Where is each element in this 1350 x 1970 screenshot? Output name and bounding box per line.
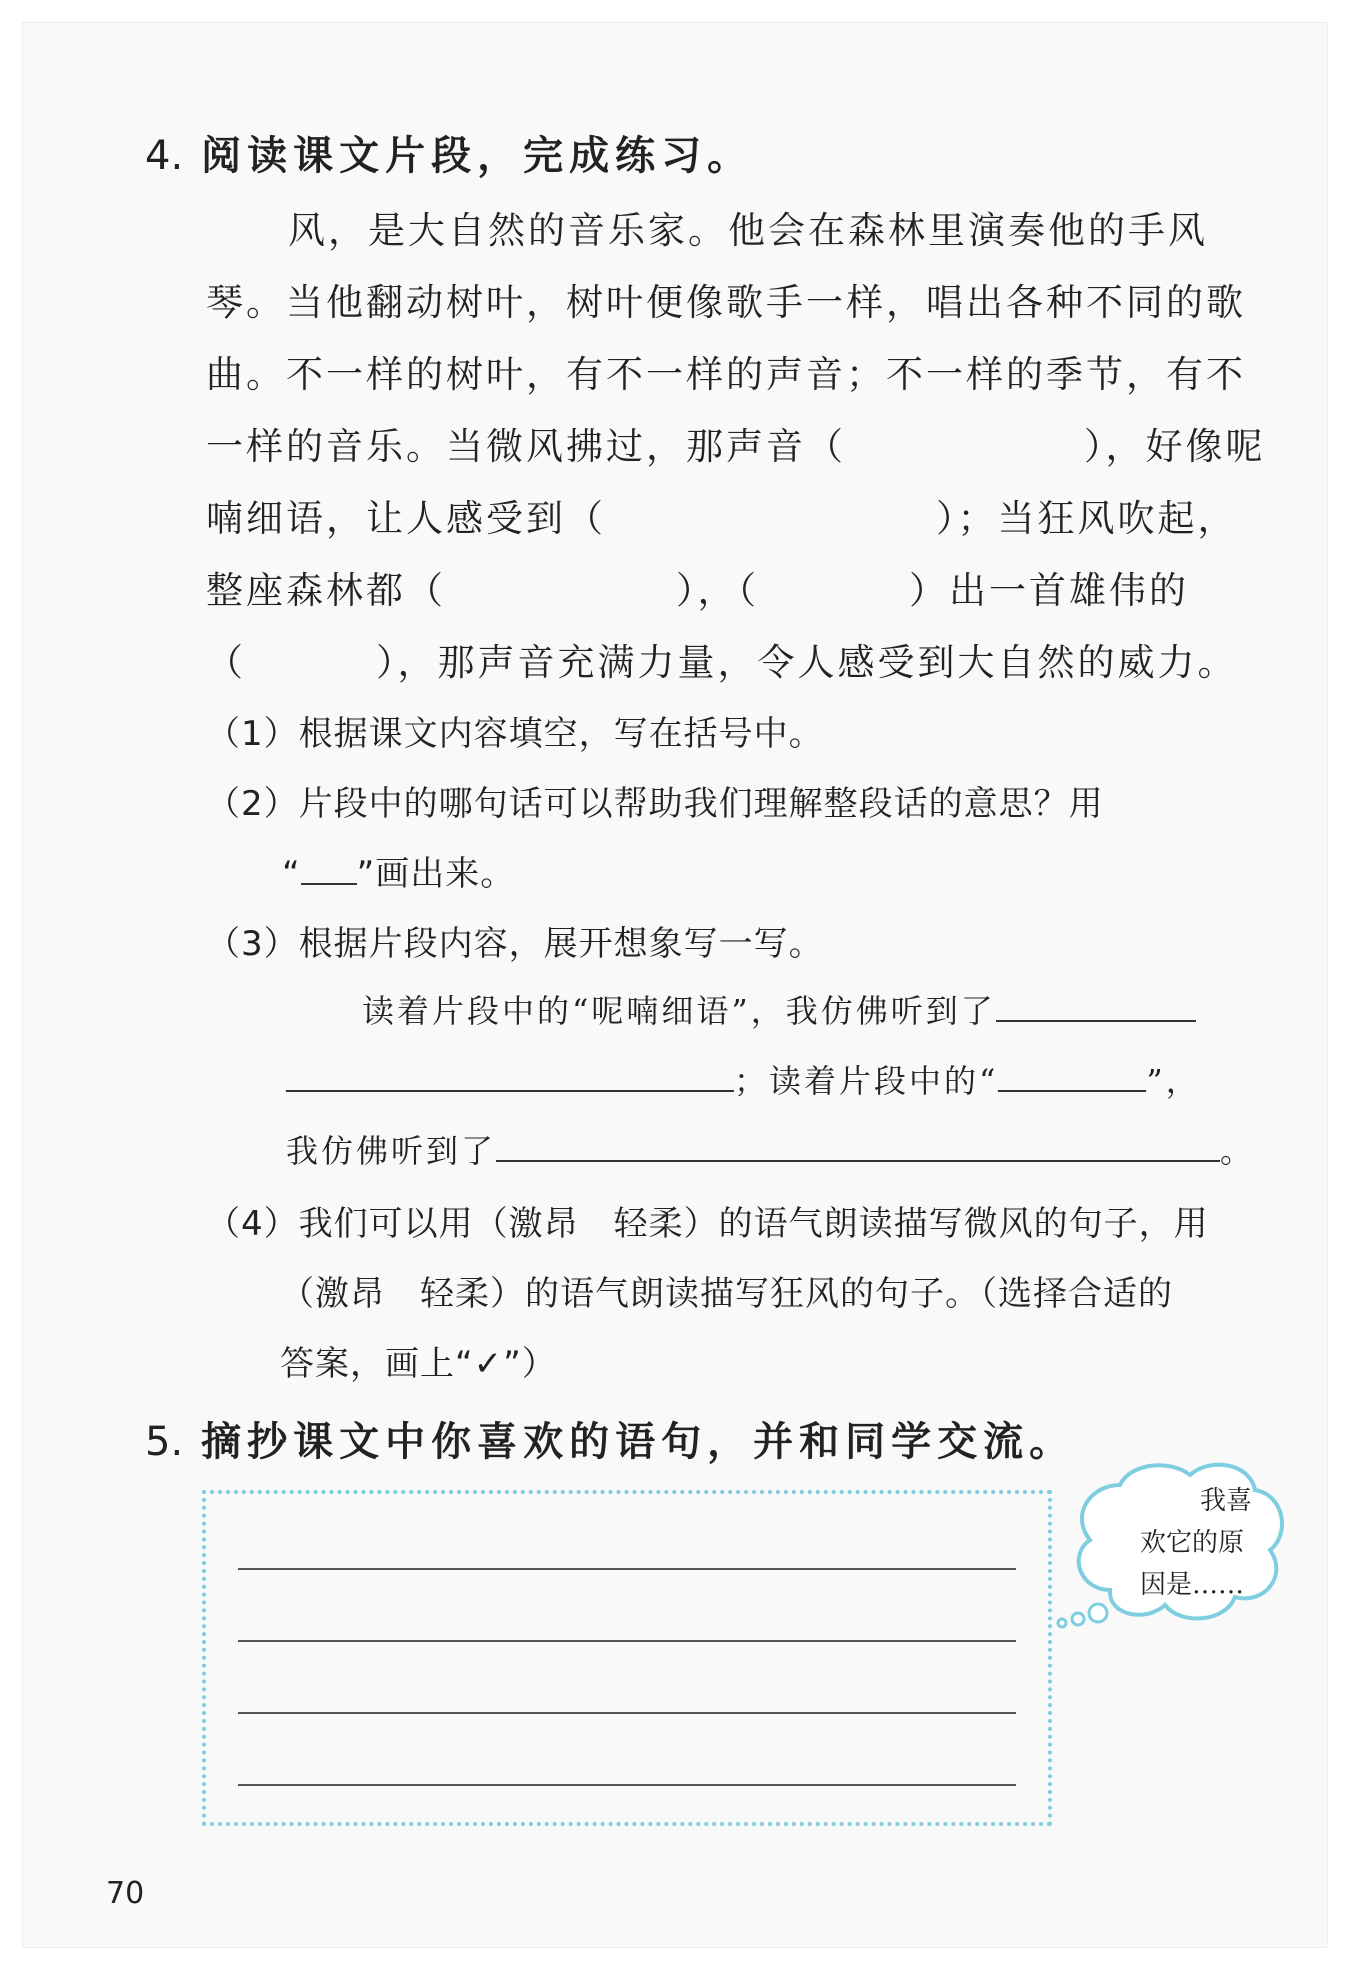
underline-sample [301, 879, 357, 885]
subquestion-3: （3）根据片段内容，展开想象写一写。 [206, 924, 824, 964]
q5-heading [145, 1410, 1075, 1467]
passage-line-5-text-a: 喃细语，让人感受到（ [206, 497, 606, 540]
write-line-2-text-a: ；读着片段中的“ [734, 1062, 999, 1100]
page-number: 70 [106, 1876, 145, 1911]
passage-line-4-text-b: ），好像呢 [1084, 425, 1266, 468]
write-line-2-text-b: ”， [1146, 1062, 1201, 1100]
q5-heading-text: 摘抄课文中你喜欢的语句，并和同学交流。 [201, 1418, 1076, 1465]
passage-line-7-text-a: （ [206, 641, 246, 684]
passage-line-5 [206, 488, 1238, 542]
writing-box [202, 1490, 1052, 1826]
passage-line-2: 琴。当他翻动树叶，树叶便像歌手一样，唱出各种不同的歌 [206, 281, 1246, 324]
write-line-2 [286, 1056, 1201, 1102]
passage-line-3: 曲。不一样的树叶，有不一样的声音；不一样的季节，有不 [206, 353, 1246, 396]
writing-line[interactable] [238, 1640, 1016, 1642]
passage-line-4-text-a: 一样的音乐。当微风拂过，那声音（ [206, 425, 846, 468]
write-line-3-text-a: 我仿佛听到了 [286, 1132, 497, 1170]
answer-quote-blank[interactable] [998, 1086, 1146, 1092]
answer-line-3[interactable] [496, 1156, 1220, 1162]
writing-line[interactable] [238, 1568, 1016, 1570]
close-quote-text: ”画出来。 [356, 854, 516, 894]
passage-line-1: 风，是大自然的音乐家。他会在森林里演奏他的手风 [288, 209, 1208, 252]
write-line-3-text-b: 。 [1220, 1132, 1256, 1170]
subquestion-4: （4）我们可以用（激昂 轻柔）的语气朗读描写微风的句子，用 [206, 1204, 1209, 1244]
passage-line-6 [206, 560, 1189, 614]
subquestion-4-cont-1: （激昂 轻柔）的语气朗读描写狂风的句子。（选择合适的 [280, 1274, 1173, 1314]
q4-heading [145, 124, 753, 181]
write-line-1-text: 读着片段中的“呢喃细语”，我仿佛听到了 [362, 992, 996, 1030]
subquestion-1: （1）根据课文内容填空，写在括号中。 [206, 714, 824, 754]
passage-line-6-text-c: ）出一首雄伟的 [909, 569, 1189, 612]
passage-line-7 [206, 632, 1238, 686]
subquestion-2-cont [282, 846, 515, 895]
bubble-text-1: 我喜 [1200, 1486, 1253, 1516]
passage-line-6-text-b: ），（ [676, 569, 759, 612]
passage-line-4 [206, 416, 1266, 470]
passage-line-6-text-a: 整座森林都（ [206, 569, 446, 612]
bubble-text-3: 因是…… [1140, 1570, 1245, 1600]
open-quote: “ [282, 854, 301, 894]
subquestion-4-cont-2: 答案，画上“✓”） [280, 1344, 557, 1384]
answer-line-1[interactable] [996, 1016, 1196, 1022]
q5-number: 5. [145, 1419, 184, 1465]
writing-line[interactable] [238, 1784, 1016, 1786]
writing-line[interactable] [238, 1712, 1016, 1714]
write-line-3 [286, 1126, 1255, 1172]
bubble-text-2: 欢它的原 [1140, 1528, 1245, 1558]
passage-line-5-text-b: ）；当狂风吹起， [936, 497, 1238, 540]
subquestion-2: （2）片段中的哪句话可以帮助我们理解整段话的意思？用 [206, 784, 1104, 824]
passage-line-7-text-b: ），那声音充满力量，令人感受到大自然的威力。 [376, 641, 1238, 684]
q4-number: 4. [145, 133, 184, 179]
write-line-1 [362, 986, 1196, 1032]
answer-line-2[interactable] [286, 1086, 734, 1092]
q4-heading-text: 阅读课文片段，完成练习。 [201, 132, 754, 179]
